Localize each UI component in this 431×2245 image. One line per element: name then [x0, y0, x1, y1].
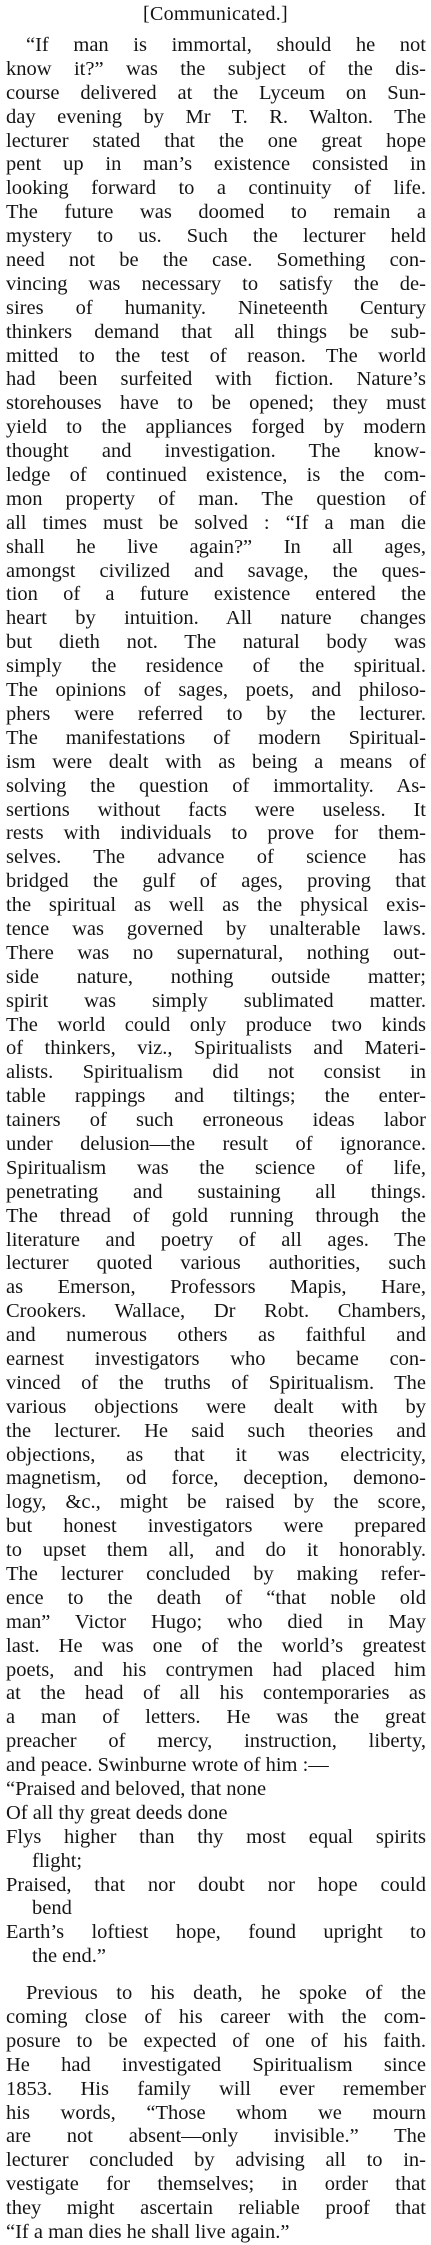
body-line: the lecturer. He said such theories and — [6, 1419, 426, 1442]
body-line: “If man is immortal, should he not — [26, 34, 426, 56]
body-line: alists. Spiritualism did not consist in — [6, 1061, 426, 1084]
closing-line: Previous to his death, he spoke of the — [26, 1982, 426, 2005]
body-line: need not be the case. Something con- — [6, 249, 426, 272]
verse-line: bend — [32, 1897, 72, 1920]
closing-line: lecturer concluded by advising all to in- — [6, 2149, 426, 2172]
body-line: to upset them all, and do it honorably. — [6, 1539, 426, 1562]
body-line: course delivered at the Lyceum on Sun- — [6, 81, 426, 104]
closing-line: his words, “Those whom we mourn — [6, 2101, 426, 2124]
body-line: had been surfeited with fiction. Nature’s — [6, 368, 426, 391]
body-line: poets, and his contrymen had placed him — [6, 1658, 426, 1681]
body-line: mon property of man. The question of — [6, 487, 426, 510]
body-line: ism were dealt with as being a means of — [6, 750, 426, 773]
body-line: shall he live again?” In all ages, — [6, 535, 426, 558]
verse-line: flight; — [32, 1849, 83, 1872]
body-line: earnest investigators who became con- — [6, 1347, 426, 1370]
body-line: day evening by Mr T. R. Walton. The — [6, 105, 426, 128]
body-line: storehouses have to be opened; they must — [6, 392, 426, 415]
body-line: under delusion—the result of ignorance. — [6, 1132, 426, 1155]
body-line: The world could only produce two kinds — [6, 1013, 426, 1036]
body-line: last. He was one of the world’s greatest — [6, 1634, 426, 1657]
body-line: thought and investigation. The know- — [6, 440, 426, 463]
body-line: a man of letters. He was the great — [6, 1706, 426, 1729]
body-line: solving the question of immortality. As- — [6, 774, 426, 797]
body-line: bridged the gulf of ages, proving that — [6, 870, 426, 893]
article-header: [Communicated.] — [142, 3, 289, 25]
body-line: The future was doomed to remain a — [6, 201, 426, 224]
body-line: and peace. Swinburne wrote of him :— — [6, 1754, 329, 1777]
body-line: pent up in man’s existence consisted in — [6, 153, 426, 176]
verse-line: Flys higher than thy most equal spirits — [6, 1825, 426, 1848]
closing-line: coming close of his career with the com- — [6, 2006, 426, 2029]
body-line: various objections were dealt with by — [6, 1395, 426, 1418]
verse-line: the end.” — [32, 1945, 106, 1968]
closing-line: He had investigated Spiritualism since — [6, 2053, 426, 2076]
verse-line: “Praised and beloved, that none — [6, 1778, 267, 1801]
body-line: as Emerson, Professors Mapis, Hare, — [6, 1276, 426, 1299]
verse-line: Of all thy great deeds done — [6, 1801, 228, 1824]
body-line: thinkers demand that all things be sub- — [6, 320, 426, 343]
body-line: penetrating and sustaining all things. — [6, 1180, 426, 1203]
verse-line: Earth’s loftiest hope, found upright to — [6, 1921, 426, 1944]
body-line: selves. The advance of science has — [6, 846, 426, 869]
closing-line: vestigate for themselves; in order that — [6, 2173, 426, 2196]
body-line: tion of a future existence entered the — [6, 583, 426, 606]
body-line: The lecturer concluded by making refer- — [6, 1563, 426, 1585]
body-line: yield to the appliances forged by modern — [6, 416, 426, 439]
body-line: know it?” was the subject of the dis- — [6, 57, 426, 80]
body-line: man” Victor Hugo; who died in May — [6, 1610, 426, 1633]
body-line: magnetism, od force, deception, demono- — [6, 1467, 426, 1490]
body-line: The manifestations of modern Spiritual- — [6, 726, 426, 749]
body-line: vinced of the truths of Spiritualism. The — [6, 1371, 426, 1394]
body-line: mystery to us. Such the lecturer held — [6, 225, 426, 248]
body-line: and numerous others as faithful and — [6, 1324, 426, 1347]
body-line: sertions without facts were useless. It — [6, 798, 426, 821]
body-line: table rappings and tiltings; the enter- — [6, 1085, 426, 1108]
closing-line: 1853. His family will ever remember — [6, 2077, 426, 2100]
body-line: There was no supernatural, nothing out- — [6, 941, 426, 964]
body-line: logy, &c., might be raised by the score, — [6, 1491, 426, 1514]
body-line: spirit was simply sublimated matter. — [6, 989, 426, 1012]
body-line: The opinions of sages, poets, and philoso- — [6, 679, 426, 702]
body-line: ledge of continued existence, is the com- — [6, 464, 426, 487]
verse-line: Praised, that nor doubt nor hope could — [6, 1873, 426, 1896]
closing-line: are not absent—only invisible.” The — [6, 2125, 426, 2148]
body-line: sires of humanity. Nineteenth Century — [6, 296, 426, 319]
body-line: lecturer stated that the one great hope — [6, 129, 426, 152]
body-line: but dieth not. The natural body was — [6, 631, 426, 654]
body-line: tence was governed by unalterable laws. — [6, 917, 426, 940]
paragraph-gap — [6, 1969, 426, 1982]
closing-line: posure to be expected of one of his faith. — [6, 2029, 426, 2052]
body-line: looking forward to a continuity of life. — [6, 177, 426, 200]
body-line: at the head of all his contemporaries as — [6, 1682, 426, 1705]
body-line: Spiritualism was the science of life, — [6, 1156, 426, 1179]
body-line: but honest investigators were prepared — [6, 1515, 426, 1538]
body-line: preacher of mercy, instruction, liberty, — [6, 1730, 426, 1753]
body-line: the spiritual as well as the physical exis- — [6, 894, 426, 917]
body-line: all times must be solved : “If a man die — [6, 511, 426, 534]
body-line: phers were referred to by the lecturer. — [6, 702, 426, 725]
body-line: amongst civilized and savage, the ques- — [6, 559, 426, 582]
article-column — [6, 34, 426, 2245]
body-line: The thread of gold running through the — [6, 1204, 426, 1227]
body-line: of thinkers, viz., Spiritualists and Materi- — [6, 1037, 426, 1060]
body-line: ence to the death of “that noble old — [6, 1586, 426, 1609]
body-line: simply the residence of the spiritual. — [6, 655, 426, 678]
body-line: vincing was necessary to satisfy the de- — [6, 272, 426, 295]
body-line: Crookers. Wallace, Dr Robt. Chambers, — [6, 1300, 426, 1323]
body-line: heart by intuition. All nature changes — [6, 607, 426, 630]
body-line: objections, as that it was electricity, — [6, 1443, 426, 1466]
closing-line: “If a man dies he shall live again.” — [6, 2221, 290, 2244]
body-line: literature and poetry of all ages. The — [6, 1228, 426, 1251]
body-line: side nature, nothing outside matter; — [6, 965, 426, 988]
closing-line: they might ascertain reliable proof that — [6, 2197, 426, 2220]
body-line: tainers of such erroneous ideas labor — [6, 1109, 426, 1132]
body-line: mitted to the test of reason. The world — [6, 344, 426, 367]
body-line: lecturer quoted various authorities, such — [6, 1252, 426, 1275]
body-line: rests with individuals to prove for them- — [6, 822, 426, 845]
